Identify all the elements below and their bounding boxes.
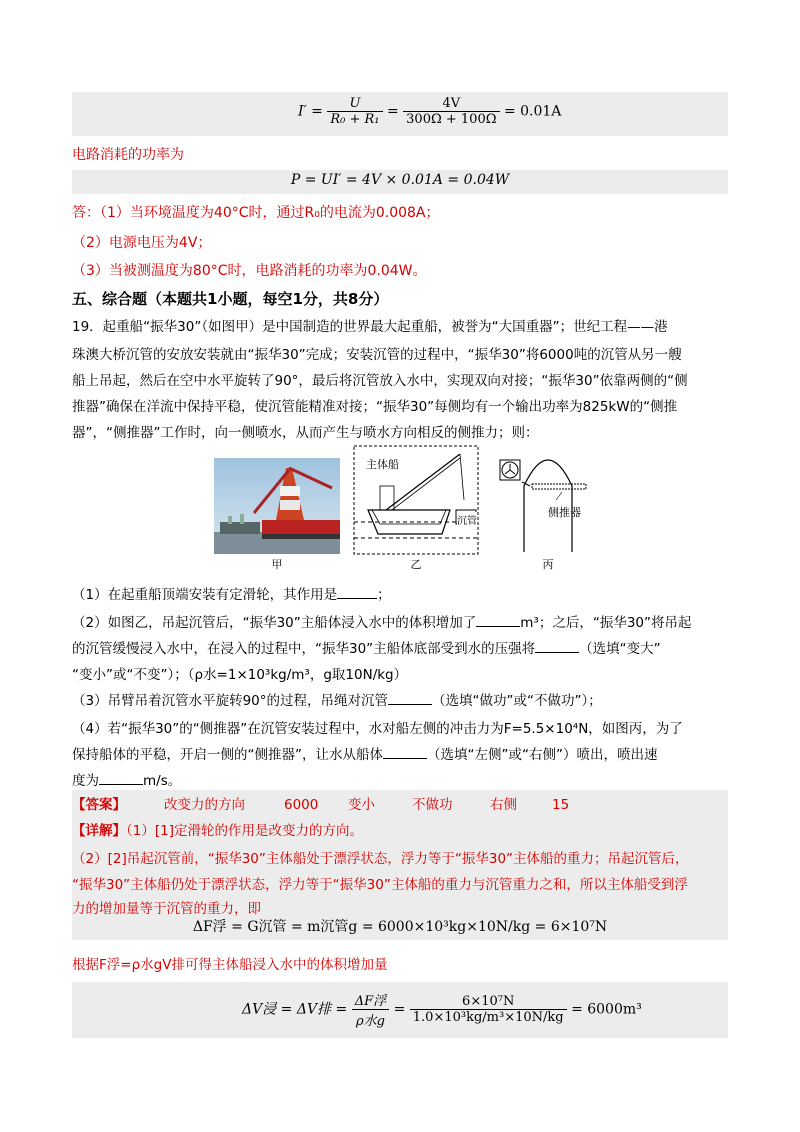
subq-1-text: （1）在起重船顶端安装有定滑轮，其作用是: [72, 587, 338, 603]
photo-crane-ship: [214, 458, 340, 554]
subq-4-line-1: （4）若“振华30”的“侧推器”在沉管安装过程中，水对船左侧的冲击力为F=5.5×10⁴N，如图丙，为了: [72, 721, 683, 737]
subq-4-line-2: [72, 742, 728, 768]
question-line-5: 器”，“侧推器”工作时，向一侧喷水，从而产生与喷水方向相反的侧推力；则：: [72, 425, 539, 441]
label-sunken-pipe: 沉管: [457, 512, 477, 527]
answer-blank: [476, 626, 520, 627]
detail-text-1: （1）[1]定滑轮的作用是改变力的方向。: [126, 823, 363, 839]
subq-4-text: 保持船体的平稳，开启一侧的“侧推器”，让水从船体: [72, 747, 383, 763]
fraction-numerator: U: [327, 96, 382, 112]
volume-lhs: ΔV浸 = ΔV排 =: [242, 1001, 348, 1018]
question-line-3: 船上吊起，然后在空中水平旋转了90°，最后将沉管放入水中，实现双向对接；“振华30”依靠两侧的“侧: [72, 373, 688, 389]
subq-2-text-b: m³；之后，“振华30”将吊起: [520, 615, 692, 631]
subq-4-text-c: 度为: [72, 773, 99, 789]
answer-blank: [383, 758, 427, 759]
detail-formula-1: ΔF浮 = G沉管 = m沉管g = 6000×10³kg×10N/kg = 6×10⁷N: [192, 919, 608, 935]
detail-line-4: 力的增加量等于沉管的重力，即: [72, 901, 261, 917]
subq-2-text: （2）如图乙，吊起沉管后，“振华30”主船体浸入水中的体积增加了: [72, 615, 477, 631]
answer-line-1: 答：（1）当环境温度为40°C时，通过R₀的电流为0.008A；: [72, 205, 440, 221]
fraction-numerator: 4V: [403, 96, 499, 112]
subq-3-text-b: （选填“做功”或“不做功”）；: [432, 693, 602, 709]
answer-line-3: （3）当被测温度为80°C时，电路消耗的功率为0.04W。: [72, 263, 427, 279]
answer-blank: [535, 652, 579, 653]
fraction-denominator: 300Ω + 100Ω: [406, 112, 497, 127]
answer-value-5: 右侧: [490, 797, 517, 813]
subq-3: [72, 688, 728, 714]
diagram-side-thruster: [492, 444, 604, 556]
answer-value-4: 不做功: [412, 797, 453, 813]
subq-4-text-b: （选填“左侧”或“右侧”）喷出，喷出速: [427, 747, 658, 763]
answer-row: [72, 792, 728, 818]
answer-value-6: 15: [552, 797, 570, 813]
question-line-4: 推器”确保在洋流中保持平稳，使沉管能精准对接；“振华30”每侧均有一个输出功率为825kW的“侧推: [72, 399, 678, 415]
fraction-numerator: 6×10⁷N: [410, 994, 567, 1010]
volume-result: = 6000m³: [571, 1001, 642, 1018]
section-title: 五、综合题（本题共1小题，每空1分，共8分）: [72, 290, 389, 308]
figure-label-jia: 甲: [271, 558, 283, 571]
answer-label: 【答案】: [72, 797, 126, 813]
fraction-denominator: R₀ + R₁: [330, 112, 380, 127]
fraction-u-over-r: [327, 96, 382, 127]
subq-1: （1）在起重船顶端安装有定滑轮，其作用是 ；: [72, 587, 391, 603]
detail-line-5: 根据F浮=ρ水gV排可得主体船浸入水中的体积增加量: [72, 957, 388, 973]
subq-2-line-1: [72, 610, 728, 636]
detail-line-1: [72, 818, 728, 844]
formula-result: = 0.01A: [503, 103, 562, 120]
formula-lhs: I′: [298, 103, 307, 120]
answer-blank: [337, 598, 377, 599]
answer-value-3: 变小: [348, 797, 375, 813]
label-main-ship: 主体船: [366, 458, 399, 471]
volume-formula-band: [72, 982, 728, 1038]
fraction-values: [403, 96, 499, 127]
power-formula: P = UI′ = 4V × 0.01A = 0.04W: [290, 172, 510, 188]
question-line-1: 19．起重船“振华30”（如图甲）是中国制造的世界最大起重船，被誉为“大国重器”；世纪工程——港: [72, 319, 668, 335]
fraction-denominator: 1.0×10³kg/m³×10N/kg: [412, 1010, 564, 1025]
figure-label-yi: 乙: [410, 558, 422, 571]
detail-label: 【详解】: [72, 823, 126, 839]
subq-2-line-3: “变小”或“不变”）；（ρ水=1×10³kg/m³，g取10N/kg）: [72, 667, 408, 683]
subq-2-text-d: （选填“变大”: [579, 641, 661, 657]
power-formula-band: [72, 170, 728, 194]
answer-value-2: 6000: [284, 797, 319, 813]
subq-4-text-d: m/s。: [143, 773, 182, 789]
subq-3-text: （3）吊臂吊着沉管水平旋转90°的过程，吊绳对沉管: [72, 693, 389, 709]
volume-formula: ΔV浸 = ΔV排 = $\frac{\text{ΔF浮}}{\text{ρ水g}}$ = $\frac{\text{6×10⁷N}}{\text{1.0×10³kg/m³×10N/kg}}$ = 6000m³: [242, 990, 642, 1029]
subq-2-line-2: [72, 636, 728, 662]
subq-2-text-c: 的沉管缓慢浸入水中，在浸入的过程中，“振华30”主船体底部受到水的压强将: [72, 641, 536, 657]
fraction-numerator: ΔF浮: [352, 990, 389, 1010]
question-line-2: 珠澳大桥沉管的安放安装就由“振华30”完成；安装沉管的过程中，“振华30”将6000吨的沉管从另一艘: [72, 347, 682, 363]
detail-line-2: （2）[2]吊起沉管前，“振华30”主体船处于漂浮状态，浮力等于“振华30”主体船的重力；吊起沉管后，: [72, 851, 689, 867]
fraction-numeric: [410, 994, 567, 1025]
fraction-denominator: ρ水g: [355, 1014, 385, 1029]
answer-blank: [388, 704, 432, 705]
answer-blank: [99, 784, 143, 785]
label-thruster: 侧推器: [548, 506, 581, 519]
figure-label-bing: 丙: [542, 558, 554, 571]
current-formula: I′ = $\frac{U}{\text{R₀ + R₁}}$ = $\frac{4V}{300\Omega + 100\Omega}$ = 0.01A: [72, 92, 728, 136]
detail-line-3: “振华30”主体船仍处于漂浮状态，浮力等于“振华30”主体船的重力与沉管重力之和，所以主体船受到浮: [72, 877, 688, 893]
power-label: 电路消耗的功率为: [72, 147, 184, 163]
answer-line-2: （2）电源电压为4V；: [72, 235, 212, 251]
answer-value-1: 改变力的方向: [164, 797, 245, 813]
fraction-force-over-rho-g: [352, 990, 389, 1029]
